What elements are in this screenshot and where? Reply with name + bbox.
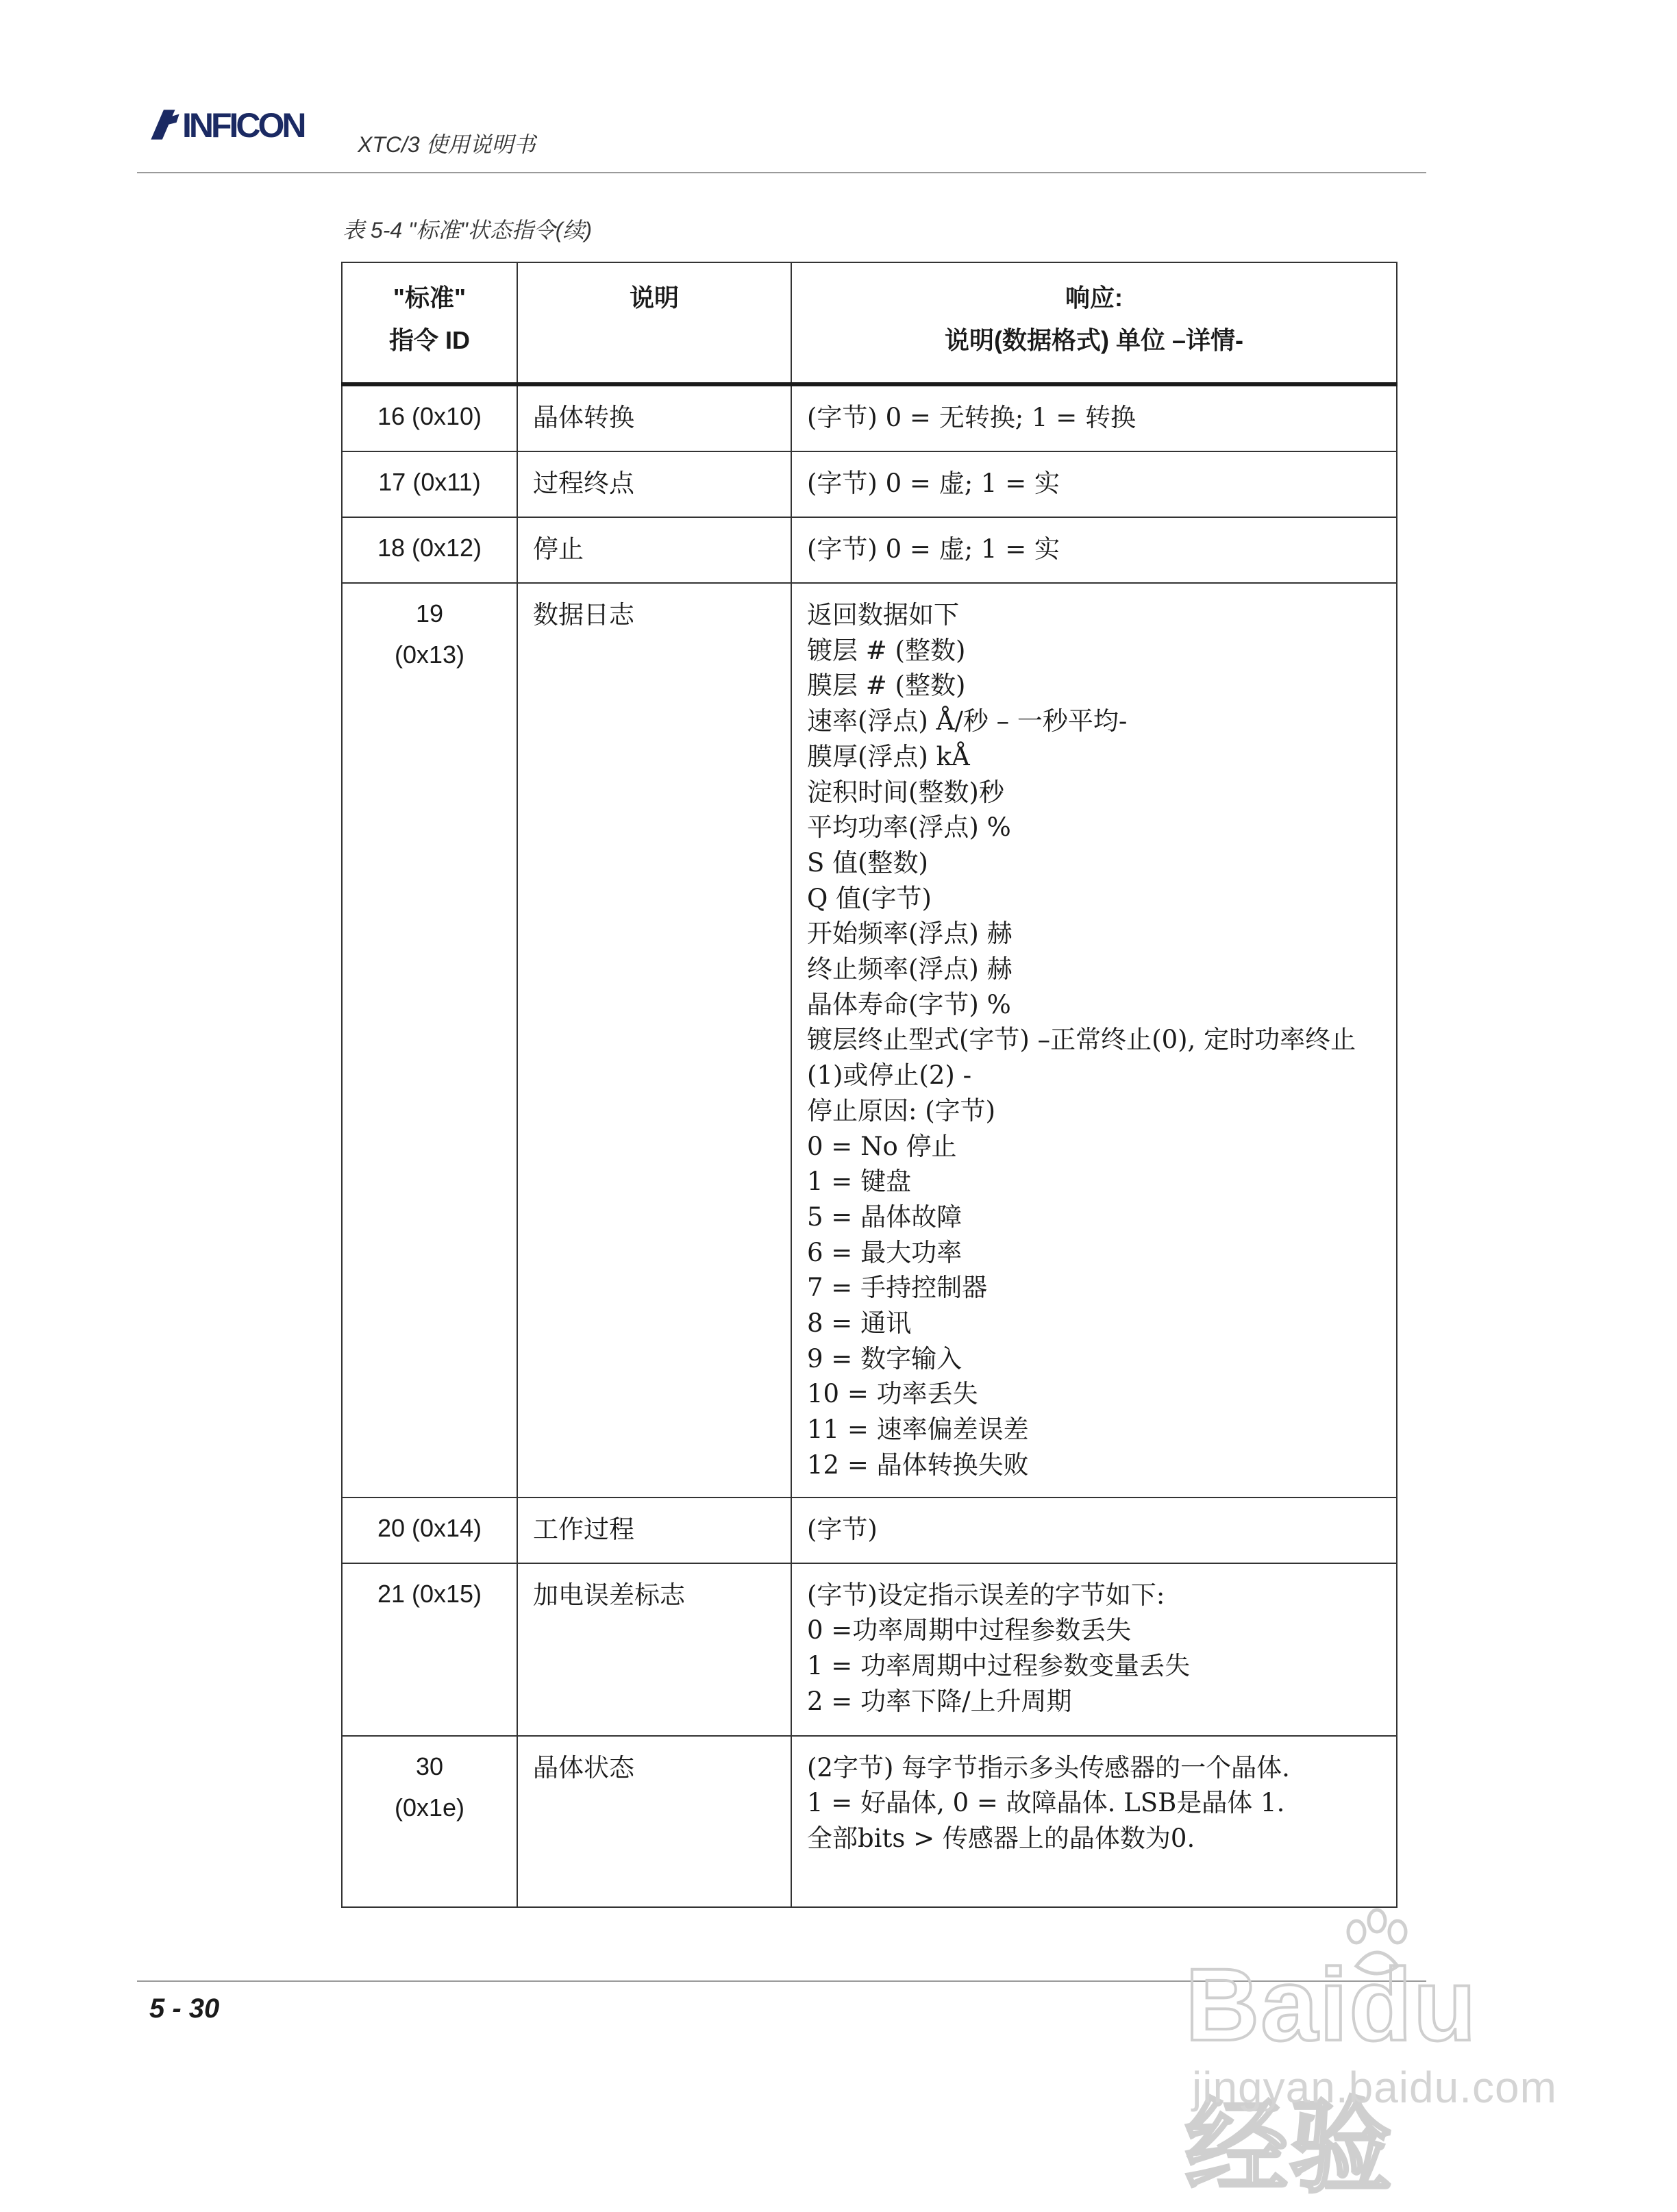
header-response: 响应: 说明(数据格式) 单位 –详情-: [791, 262, 1397, 384]
page-number: 5 - 30: [149, 1993, 220, 2024]
command-id: 20 (0x14): [342, 1498, 517, 1563]
table-caption: 表 5-4 "标准"状态指令(续): [343, 218, 593, 243]
command-description: 晶体状态: [517, 1736, 791, 1907]
document-title: XTC/3 使用说明书: [358, 132, 536, 157]
logo-wordmark: INFICON: [182, 106, 304, 145]
header-command-id: "标准" 指令 ID: [342, 262, 517, 384]
baidu-watermark: [1178, 1904, 1562, 2204]
command-id: 19 (0x13): [342, 583, 517, 1498]
command-response: (字节)设定指示误差的字节如下: 0 =功率周期中过程参数丢失 1 = 功率周期中过程参数变量丢失 2 = 功率下降/上升周期: [791, 1563, 1397, 1736]
command-description: 工作过程: [517, 1498, 791, 1563]
status-command-table: [341, 262, 1398, 1908]
command-id: 17 (0x11): [342, 451, 517, 517]
table-row: [342, 384, 1397, 451]
command-id: 18 (0x12): [342, 517, 517, 583]
command-description: 过程终点: [517, 451, 791, 517]
table-header-row: [342, 262, 1397, 384]
command-description: 数据日志: [517, 583, 791, 1498]
command-response: (字节) 0 = 虚; 1 = 实: [791, 517, 1397, 583]
inficon-logo: [144, 103, 304, 148]
command-response: (2字节) 每字节指示多头传感器的一个晶体. 1 = 好晶体, 0 = 故障晶体. LSB是晶体 1. 全部bits > 传感器上的晶体数为0.: [791, 1736, 1397, 1907]
header-description: 说明: [517, 262, 791, 384]
header-rule: [137, 172, 1426, 173]
command-id: 16 (0x10): [342, 384, 517, 451]
table-row: [342, 451, 1397, 517]
command-response: 返回数据如下 镀层 # (整数) 膜层 # (整数) 速率(浮点) Å/秒 – 一秒平均- 膜厚(浮点) kÅ 淀积时间(整数)秒 平均功率(浮点) % S 值(整数) Q 值(字节) 开始频率(浮点) 赫 终止频率(浮点) 赫 晶体寿命(字节) % 镀层终止型式(字节) –正常终止(0), 定时功率终止 (1)或停止(2) - 停止原因: (字节) 0 = No 停止 1 = 键盘 5 = 晶体故障 6 = 最大功率 7 = 手持控制器 8 = 通讯 9 = 数字输入 10 = 功率丢失 11 = 速率偏差误差 12 = 晶体转换失败: [791, 583, 1397, 1498]
table-row: [342, 1736, 1397, 1907]
command-description: 晶体转换: [517, 384, 791, 451]
watermark-url: jingyan.baidu.com: [1192, 2063, 1557, 2112]
command-description: 加电误差标志: [517, 1563, 791, 1736]
command-response: (字节) 0 = 虚; 1 = 实: [791, 451, 1397, 517]
table-row: [342, 1563, 1397, 1736]
inficon-logo-mark-icon: [144, 104, 186, 147]
command-response: (字节) 0 = 无转换; 1 = 转换: [791, 384, 1397, 451]
command-response: (字节): [791, 1498, 1397, 1563]
table-row: [342, 1498, 1397, 1563]
command-description: 停止: [517, 517, 791, 583]
watermark-main-text: Baidu经验: [1185, 1947, 1478, 2204]
command-id: 21 (0x15): [342, 1563, 517, 1736]
table-row: [342, 517, 1397, 583]
command-id: 30 (0x1e): [342, 1736, 517, 1907]
table-row: [342, 583, 1397, 1498]
